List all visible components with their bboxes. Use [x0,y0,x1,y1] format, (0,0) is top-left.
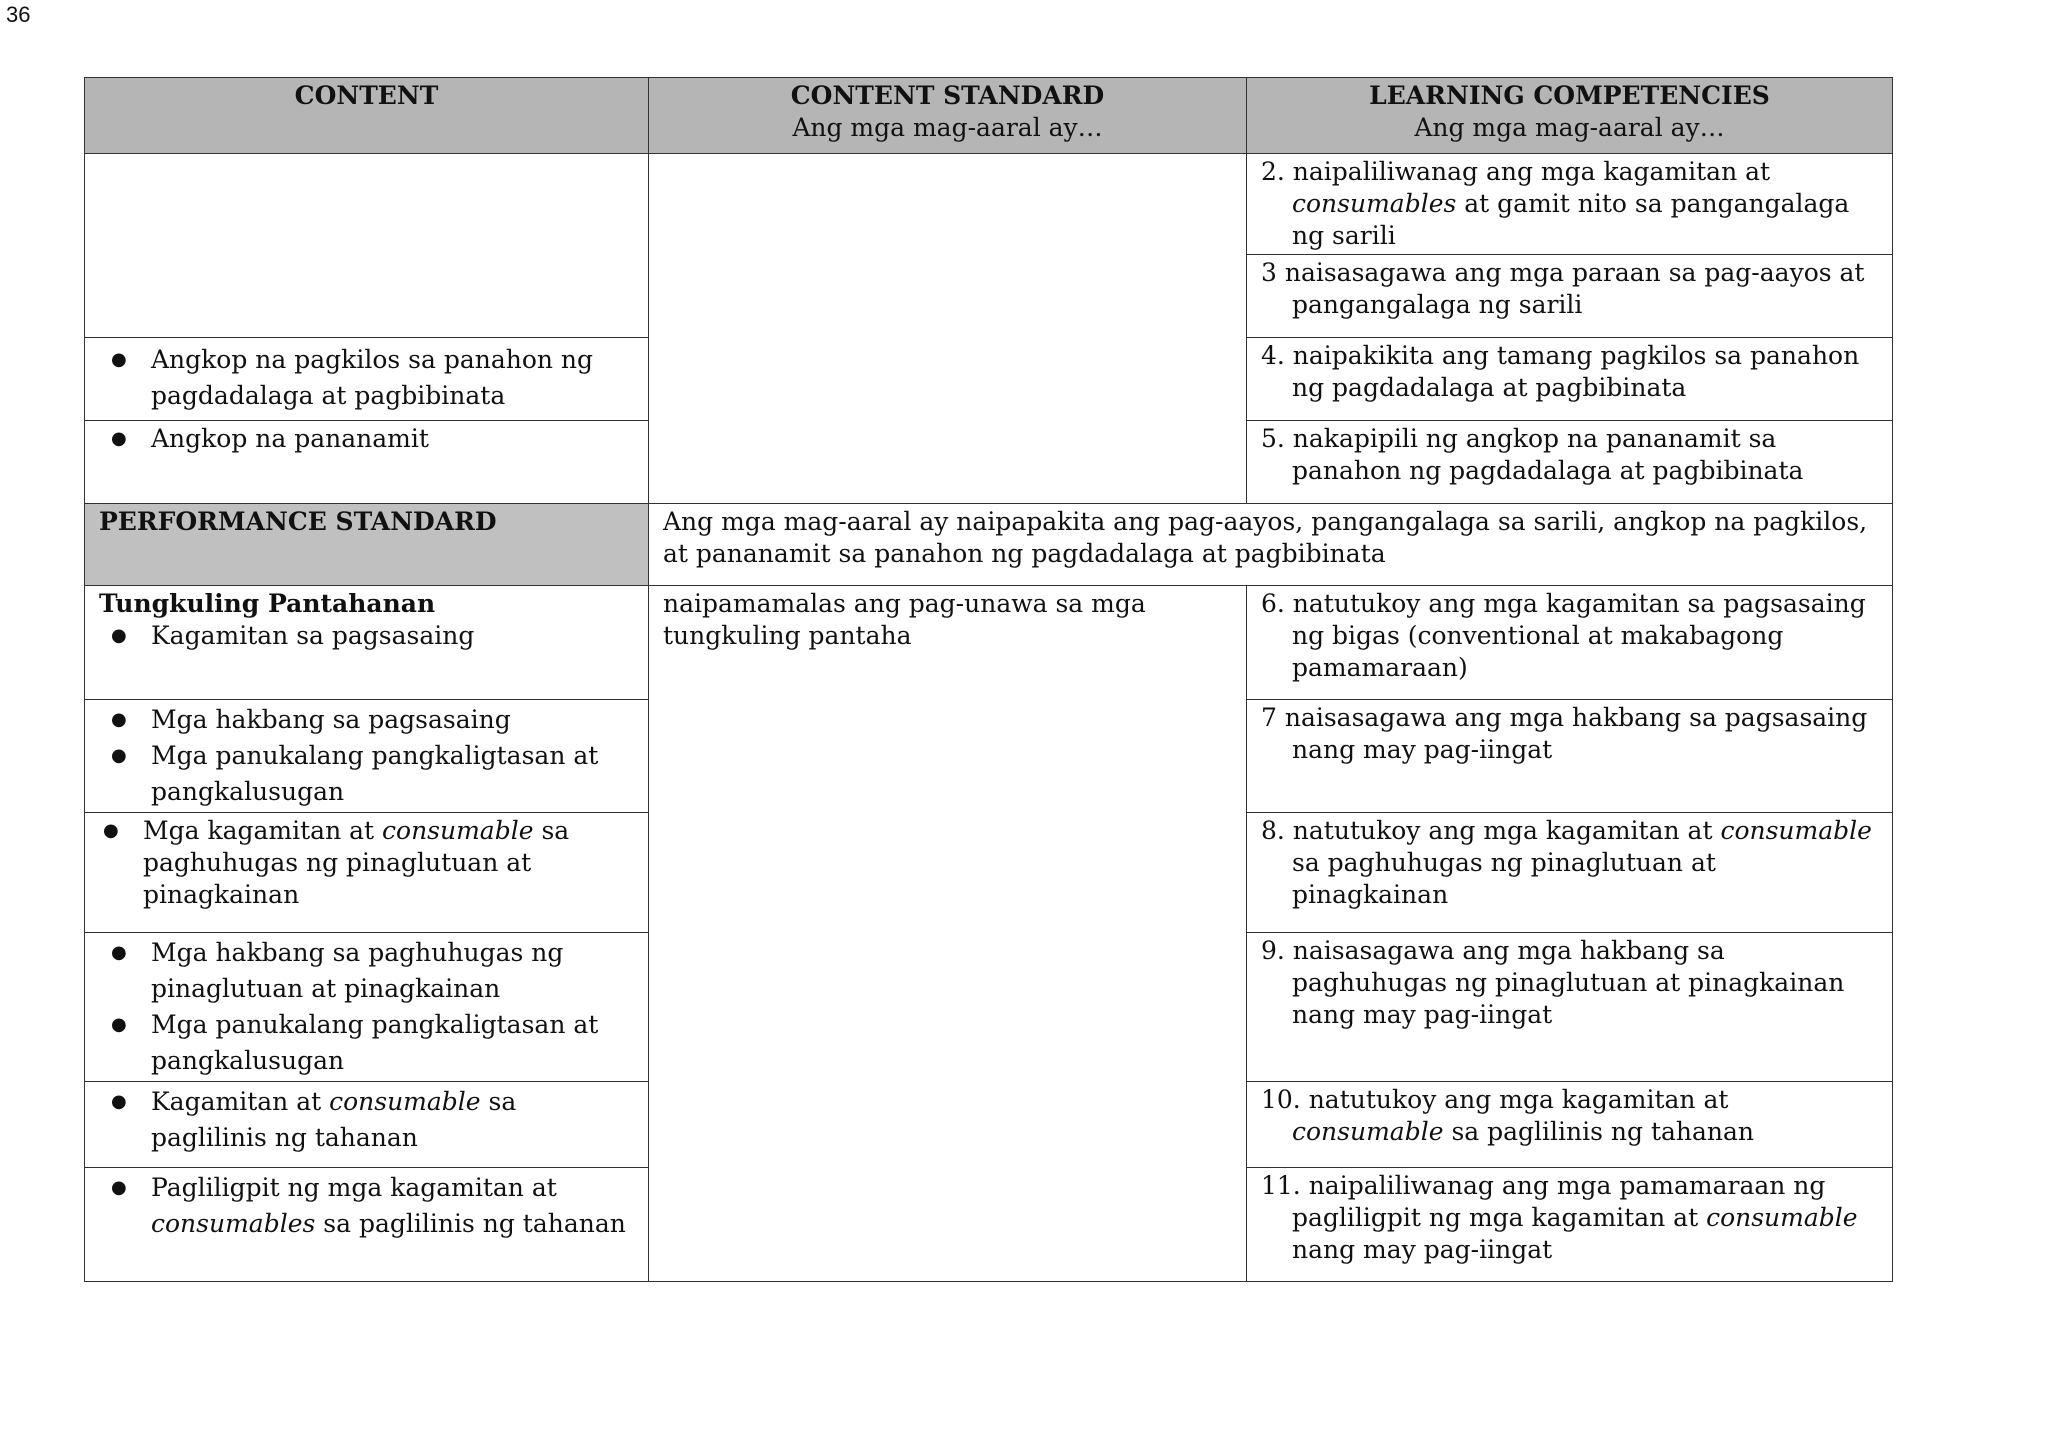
competency-cell-5 [1247,421,1893,504]
competency-7: 7 naisasagawa ang mga hakbang sa pagsasaing nang may pag-iingat [1261,703,1868,764]
section-title: Tungkuling Pantahanan [99,589,436,618]
header-learning-competencies [1247,78,1893,154]
content-item: ● Mga panukalang pangkaligtasan at pangkalusugan [99,1007,634,1079]
competency-cell-2 [1247,154,1893,255]
competency-9: 9. naisasagawa ang mga hakbang sa paghuhugas ng pinaglutuan at pinagkainan nang may pag-iingat [1261,936,1845,1029]
content-item: ● Angkop na pananamit [99,423,634,455]
content-item: ● Mga hakbang sa pagsasaing [99,702,634,738]
content-cell [85,586,649,700]
performance-standard-text: Ang mga mag-aaral ay naipapakita ang pag-aayos, pangangalaga sa sarili, angkop na pagkilos, at pananamit sa panahon ng pagdadalaga at pagbibinata [649,504,1893,586]
competency-cell-10 [1247,1082,1893,1168]
header-competencies-label: LEARNING COMPETENCIES [1369,81,1770,110]
content-item: ● Kagamitan at consumable sa paglilinis ng tahanan [99,1084,634,1156]
content-standard-cell-empty [649,154,1247,504]
competency-8: 8. natutukoy ang mga kagamitan at consumable sa paghuhugas ng pinaglutuan at pinagkainan [1261,816,1872,909]
content-cell [85,700,649,813]
competency-cell-6 [1247,586,1893,700]
content-cell-empty [85,154,649,338]
table-row [85,586,1893,700]
content-cell [85,813,649,933]
competency-cell-9 [1247,933,1893,1082]
competency-cell-3 [1247,255,1893,338]
table-row [85,154,1893,255]
content-cell [85,1082,649,1168]
competency-cell-4 [1247,338,1893,421]
performance-standard-row [85,504,1893,586]
content-cell [85,421,649,504]
header-content [85,78,649,154]
content-item: ● Angkop na pagkilos sa panahon ng pagdadalaga at pagbibinata [99,342,634,414]
competency-cell-11 [1247,1168,1893,1282]
competency-11: 11. naipaliliwanag ang mga pamamaraan ng pagliligpit ng mga kagamitan at consumable nang may pag-iingat [1261,1171,1858,1264]
competency-cell-8 [1247,813,1893,933]
competency-4: 4. naipakikita ang tamang pagkilos sa panahon ng pagdadalaga at pagbibinata [1261,341,1860,402]
content-cell [85,1168,649,1282]
header-competencies-sub: Ang mga mag-aaral ay… [1414,113,1725,142]
content-item: ● Mga kagamitan at consumable sa paghuhugas ng pinaglutuan at pinagkainan [99,815,634,911]
performance-standard-label: PERFORMANCE STANDARD [85,504,649,586]
content-item: ● Mga hakbang sa paghuhugas ng pinaglutuan at pinagkainan [99,935,634,1007]
content-cell [85,338,649,421]
competency-3: 3 naisasagawa ang mga paraan sa pag-aayos at pangangalaga ng sarili [1261,258,1865,319]
competency-cell-7 [1247,700,1893,813]
page-number: 36 [6,2,31,27]
curriculum-table [84,77,1893,1282]
content-standard-cell: naipamamalas ang pag-unawa sa mga tungkuling pantaha [649,586,1247,1282]
header-content-standard-sub: Ang mga mag-aaral ay… [792,113,1103,142]
header-content-label: CONTENT [294,81,439,110]
competency-6: 6. natutukoy ang mga kagamitan sa pagsasaing ng bigas (conventional at makabagong pamamaraan) [1261,589,1866,682]
header-row [85,78,1893,154]
content-item: ● Pagliligpit ng mga kagamitan at consumables sa paglilinis ng tahanan [99,1170,634,1242]
content-cell [85,933,649,1082]
header-content-standard-label: CONTENT STANDARD [790,81,1105,110]
competency-5: 5. nakapipili ng angkop na pananamit sa panahon ng pagdadalaga at pagbibinata [1261,424,1804,485]
content-item: ● Kagamitan sa pagsasaing [99,620,634,652]
header-content-standard [649,78,1247,154]
competency-2: 2. naipaliliwanag ang mga kagamitan at consumables at gamit nito sa pangangalaga ng sarili [1261,157,1850,250]
content-item: ● Mga panukalang pangkaligtasan at pangkalusugan [99,738,634,810]
competency-10: 10. natutukoy ang mga kagamitan at consumable sa paglilinis ng tahanan [1261,1085,1755,1146]
